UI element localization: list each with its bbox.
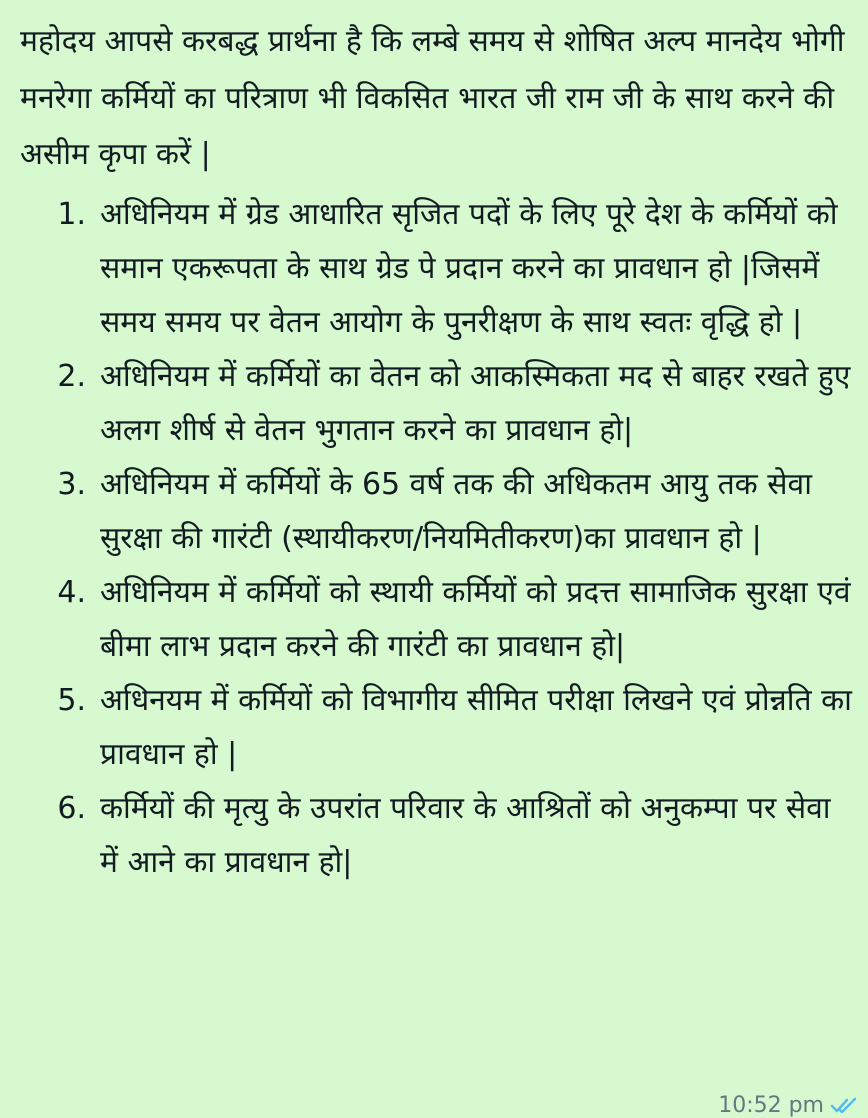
list-item-text: अधिनयम में कर्मियों को विभागीय सीमित परीक्षा लिखने एवं प्रोन्नति का प्रावधान हो | xyxy=(100,682,852,772)
list-item-number: 6. xyxy=(57,790,86,826)
list-item-text: अधिनियम में कर्मियों को स्थायी कर्मियों को प्रदत्त सामाजिक सुरक्षा एवं बीमा लाभ प्रदान करने की गारंटी का प्रावधान हो| xyxy=(100,574,851,664)
message-meta xyxy=(718,1093,858,1118)
list-item-text: अधिनियम में कर्मियों के 65 वर्ष तक की अधिकतम आयु तक सेवा सुरक्षा की गारंटी (स्थायीकरण/नियमितीकरण)का प्रावधान हो | xyxy=(100,466,812,556)
list-item-number: 1. xyxy=(57,196,86,232)
list-item xyxy=(20,782,854,890)
list-item-number: 5. xyxy=(57,682,86,718)
list-item-text: अधिनियम में कर्मियों का वेतन को आकस्मिकता मद से बाहर रखते हुए अलग शीर्ष से वेतन भुगतान करने का प्रावधान हो| xyxy=(100,358,851,448)
list-item-number: 3. xyxy=(57,466,86,502)
message-intro: महोदय आपसे करबद्ध प्रार्थना है कि लम्बे समय से शोषित अल्प मानदेय भोगी मनरेगा कर्मियों का परित्राण भी विकसित भारत जी राम जी के साथ करने की असीम कृपा करें | xyxy=(20,24,845,172)
list-item-text: कर्मियों की मृत्यु के उपरांत परिवार के आश्रितों को अनुकम्पा पर सेवा में आने का प्रावधान हो| xyxy=(100,790,831,880)
requirement-list xyxy=(20,188,854,890)
list-item-number: 2. xyxy=(57,358,86,394)
list-item xyxy=(20,674,854,782)
list-item xyxy=(20,350,854,458)
timestamp: 10:52 pm xyxy=(718,1093,824,1118)
list-item-text: अधिनियम में ग्रेड आधारित सृजित पदों के लिए पूरे देश के कर्मियों को समान एकरूपता के साथ ग्रेड पे प्रदान करने का प्रावधान हो |जिसमें समय समय पर वेतन आयोग के पुनरीक्षण के साथ स्वतः वृद्धि हो | xyxy=(100,196,838,340)
list-item-number: 4. xyxy=(57,574,86,610)
list-item xyxy=(20,566,854,674)
list-item xyxy=(20,188,854,350)
list-item xyxy=(20,458,854,566)
